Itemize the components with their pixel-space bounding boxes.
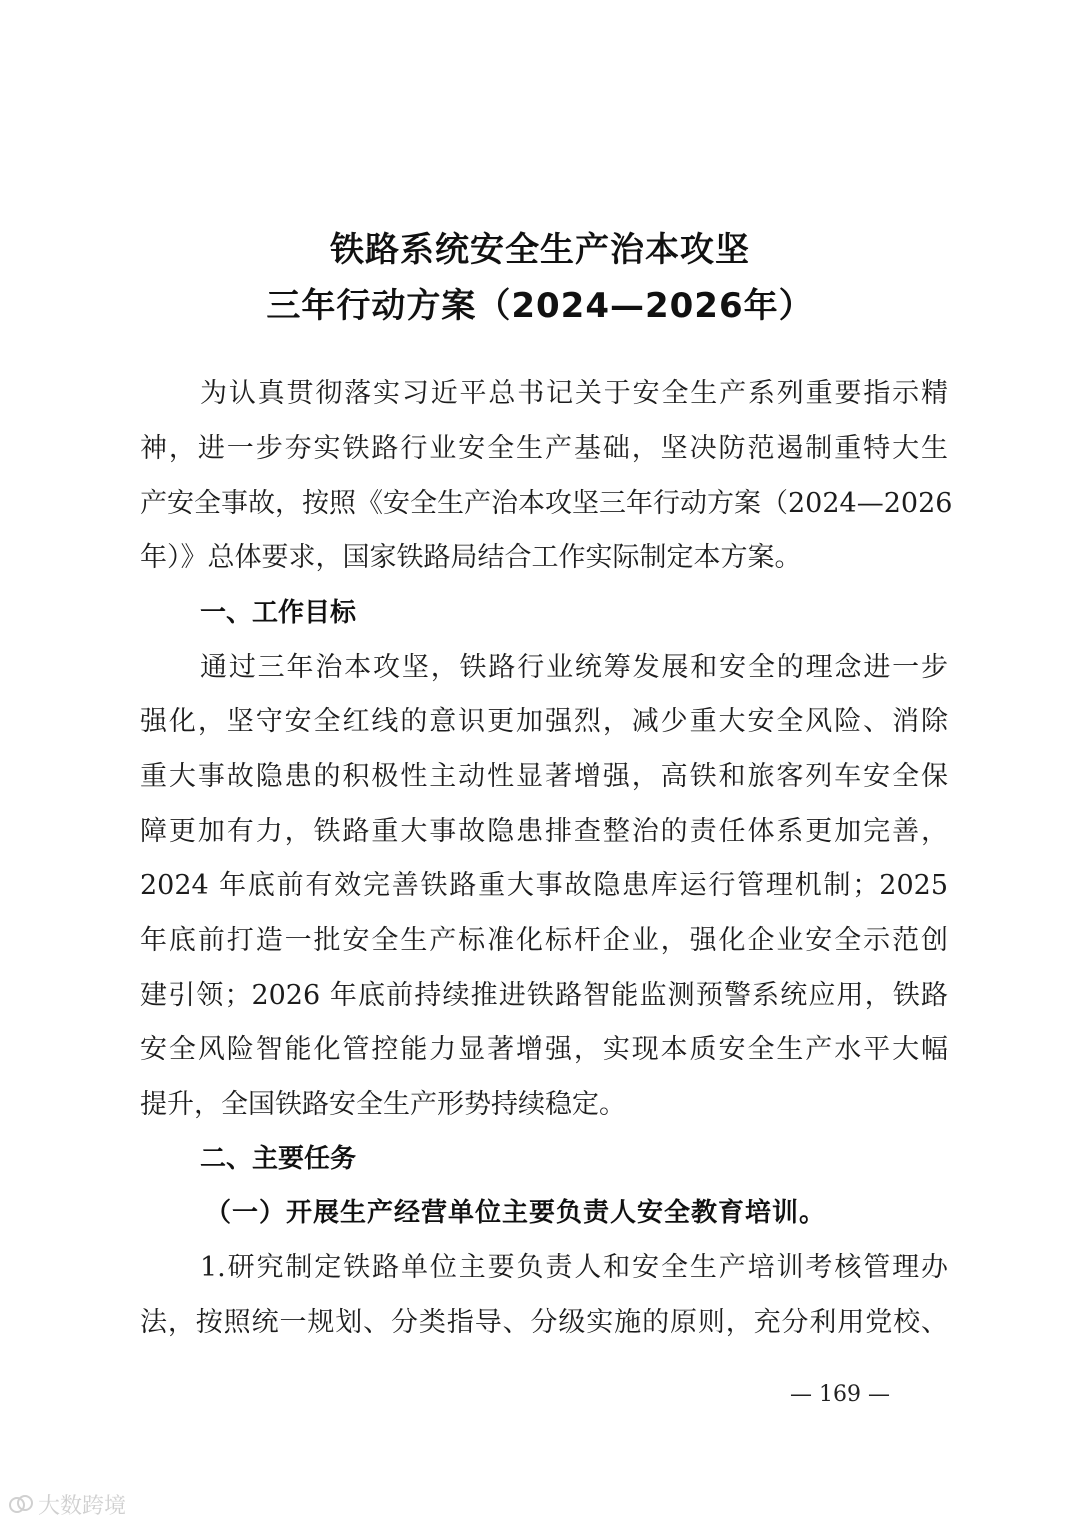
paragraph-line: 障更加有力，铁路重大事故隐患排查整治的责任体系更加完善，: [140, 816, 948, 847]
watermark: [8, 1487, 126, 1521]
paragraph-line: 法，按照统一规划、分类指导、分级实施的原则，充分利用党校、: [140, 1307, 948, 1338]
watermark-text: 大数跨境: [38, 1493, 127, 1519]
paragraph-line: 年底前打造一批安全生产标准化标杆企业，强化企业安全示范创: [140, 925, 948, 956]
paragraph-line: 强化，坚守安全红线的意识更加强烈，减少重大安全风险、消除: [140, 706, 948, 737]
intro-line: 产安全事故，按照《安全生产治本攻坚三年行动方案（2024—2026: [140, 488, 953, 519]
paragraph-line: 建引领；2026 年底前持续推进铁路智能监测预警系统应用，铁路: [140, 980, 948, 1011]
watermark-logo-icon: [8, 1491, 34, 1517]
paragraph-line: 通过三年治本攻坚，铁路行业统筹发展和安全的理念进一步: [200, 652, 948, 683]
paragraph-line: 安全风险智能化管控能力显著增强，实现本质安全生产水平大幅: [140, 1034, 948, 1065]
intro-line: 年）》总体要求，国家铁路局结合工作实际制定本方案。: [140, 542, 802, 573]
document-title-line-2: 三年行动方案（2024—2026年）: [266, 286, 814, 326]
intro-line: 为认真贯彻落实习近平总书记关于安全生产系列重要指示精: [200, 378, 948, 409]
page-number: — 169 —: [790, 1382, 890, 1407]
paragraph-line: 提升，全国铁路安全生产形势持续稳定。: [140, 1089, 626, 1120]
paragraph-line: 重大事故隐患的积极性主动性显著增强，高铁和旅客列车安全保: [140, 761, 948, 792]
paragraph-line: 2024 年底前有效完善铁路重大事故隐患库运行管理机制；2025: [140, 870, 948, 901]
intro-line: 神，进一步夯实铁路行业安全生产基础，坚决防范遏制重特大生: [140, 433, 948, 464]
subsection-heading: （一）开展生产经营单位主要负责人安全教育培训。: [205, 1198, 827, 1228]
section-heading-goals: 一、工作目标: [200, 598, 357, 628]
section-heading-tasks: 二、主要任务: [200, 1144, 357, 1174]
document-title-line-1: 铁路系统安全生产治本攻坚: [330, 230, 750, 270]
paragraph-line: 1.研究制定铁路单位主要负责人和安全生产培训考核管理办: [200, 1252, 948, 1283]
